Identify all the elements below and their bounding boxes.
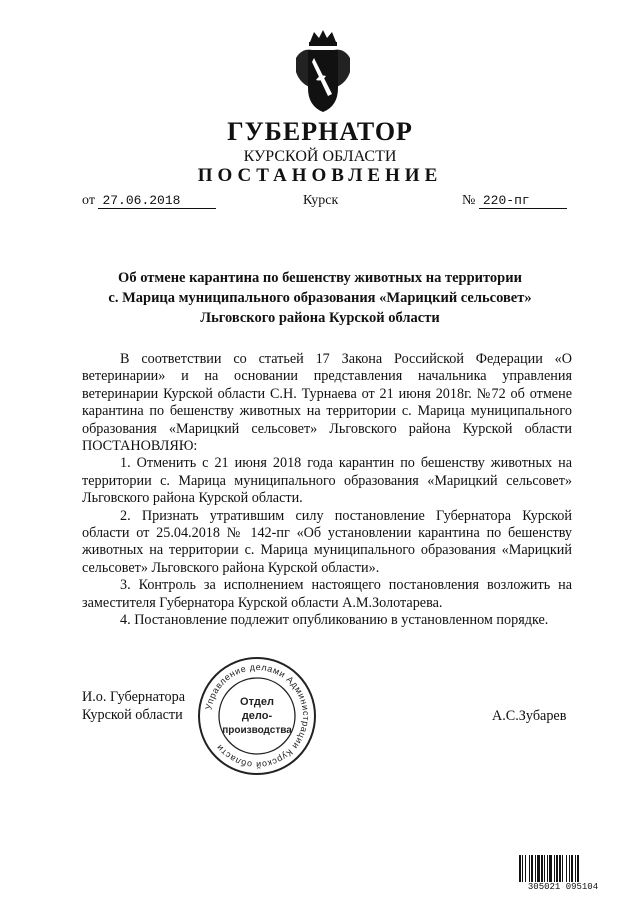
barcode-number: 305021 095104 — [519, 882, 607, 892]
barcode-bar — [537, 855, 540, 883]
decree-number: 220-пг — [479, 193, 567, 209]
barcode-bar — [577, 855, 579, 883]
decree-date: 27.06.2018 — [98, 193, 216, 209]
date-from-label: от — [82, 193, 95, 208]
barcode-bar — [562, 855, 563, 883]
barcode-bar — [549, 855, 552, 883]
barcode-bar — [544, 855, 545, 883]
coat-of-arms-icon — [292, 28, 354, 116]
number-label: № — [462, 193, 476, 208]
signatory-name: А.С.Зубарев — [492, 708, 567, 724]
governor-title: ГУБЕРНАТОР — [227, 117, 413, 146]
barcode-bar — [575, 855, 576, 883]
position-line: Курской области — [82, 707, 183, 723]
barcode-bar — [559, 855, 561, 883]
item-paragraph: 2. Признать утратившим силу постановление Губернатора Курской области от 25.04.2018 № 142-пг «Об установлении карантина по бешенству животных на территории с. Марица муниципального образования «Марицкий сельсовет» Льговского района Курской области». — [82, 507, 572, 576]
decree-city: Курск — [303, 193, 339, 208]
barcode-bar — [571, 855, 573, 883]
decree-subject — [70, 268, 570, 328]
barcode-bar — [569, 855, 570, 883]
number-row — [462, 193, 567, 209]
stamp-center-text: дело- — [241, 710, 273, 722]
stamp-center-text: производства — [222, 725, 292, 736]
subject-line: Об отмене карантина по бешенству животных на территории — [118, 270, 522, 286]
barcode-bar — [519, 855, 521, 883]
subject-line: Льговского района Курской области — [200, 310, 440, 326]
item-paragraph: 3. Контроль за исполнением настоящего постановления возложить на заместителя Губернатора Курской области А.М.Золотарева. — [82, 577, 572, 611]
item-paragraph: 4. Постановление подлежит опубликованию в установленном порядке. — [120, 612, 549, 629]
subject-line: с. Марица муниципального образования «Марицкий сельсовет» — [108, 290, 532, 306]
preamble-paragraph: В соответствии со статьей 17 Закона Российской Федерации «О ветеринарии» и на основании представления начальника управления ветеринарии Курской области С.Н. Турнаева от 21 июня 2018г. №72 об отмене карантина по бешенству животных на территории с. Марица муниципального образования «Марицкий сельсовет» Льговского района Курской области ПОСТАНОВЛЯЮ: — [82, 351, 572, 455]
barcode-bar — [566, 855, 567, 883]
region-subtitle: КУРСКОЙ ОБЛАСТИ — [243, 148, 397, 165]
official-stamp — [196, 655, 318, 777]
barcode-bar — [529, 855, 530, 883]
signatory-position — [82, 688, 185, 724]
stamp-center-text: Отдел — [240, 696, 274, 708]
item-paragraph: 1. Отменить с 21 июня 2018 года карантин по бешенству животных на территории с. Марица муниципального образования «Марицкий сельсовет» Льговского района Курской области. — [82, 455, 572, 507]
decree-body — [82, 351, 572, 630]
barcode-bar — [556, 855, 558, 883]
decree-heading: ПОСТАНОВЛЕНИЕ — [197, 165, 443, 186]
barcode-bar — [531, 855, 533, 883]
barcode-bar — [522, 855, 523, 883]
barcode-bar — [535, 855, 536, 883]
barcode-bar — [547, 855, 548, 883]
barcode-bar — [541, 855, 543, 883]
date-row — [82, 193, 216, 209]
stamp-ring-text: Управление делами Администрации Курской области — [203, 661, 312, 771]
barcode-bar — [554, 855, 555, 883]
position-line: И.о. Губернатора — [82, 689, 185, 705]
barcode-bar — [525, 855, 526, 883]
